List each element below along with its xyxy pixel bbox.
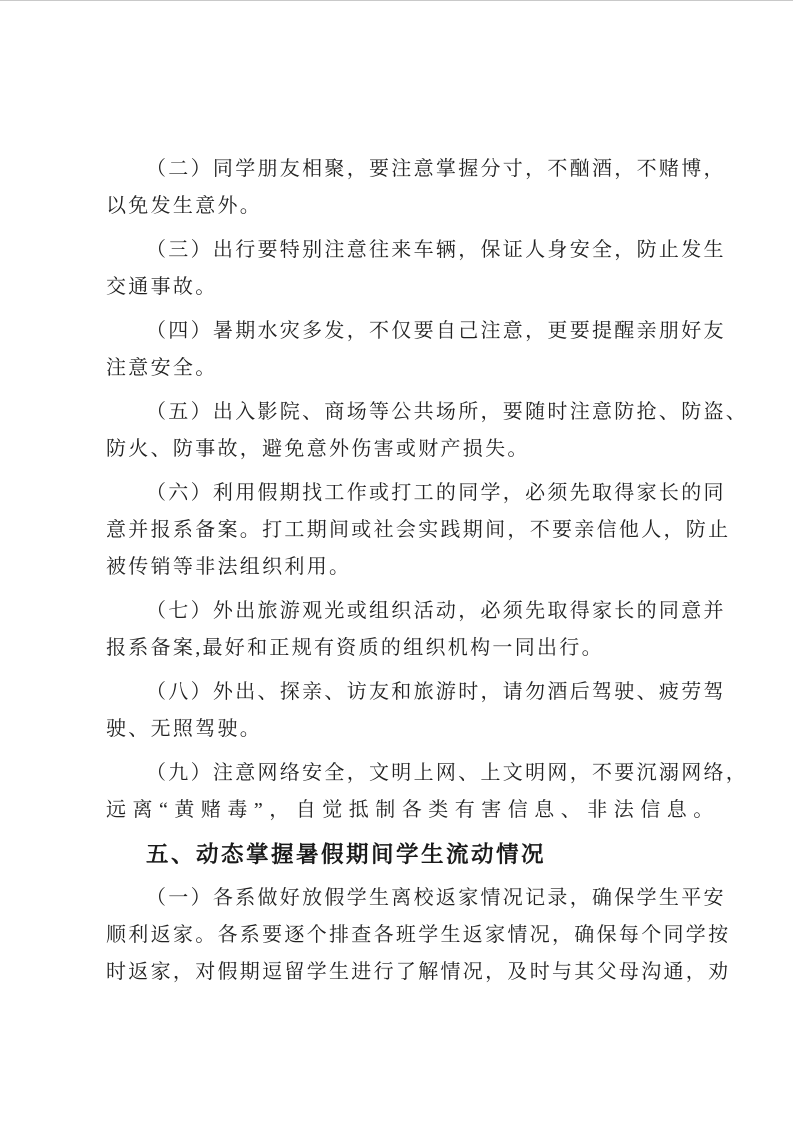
paragraph-item-2 bbox=[106, 151, 756, 225]
text-line: （四）暑期水灾多发，不仅要自己注意，更要提醒亲朋好友 bbox=[146, 320, 726, 342]
text-line: 驶、无照驾驶。 bbox=[106, 718, 263, 740]
section-heading-5 bbox=[106, 836, 756, 873]
text-line: 时返家，对假期逗留学生进行了解情况，及时与其父母沟通，劝 bbox=[106, 961, 731, 983]
text-line: 以免发生意外。 bbox=[106, 195, 263, 217]
text-line: （七）外出旅游观光或组织活动，必须先取得家长的同意并 bbox=[146, 600, 726, 622]
text-line: 意并报系备案。打工期间或社会实践期间，不要亲信他人，防止 bbox=[106, 519, 731, 541]
paragraph-item-8 bbox=[106, 674, 756, 748]
paragraph-item-9 bbox=[106, 755, 756, 829]
text-line: （六）利用假期找工作或打工的同学，必须先取得家长的同 bbox=[146, 482, 726, 504]
text-line: 远离“黄赌毒”，自觉抵制各类有害信息、非法信息。 bbox=[106, 799, 720, 821]
paragraph-item-4 bbox=[106, 313, 756, 387]
text-line: （二）同学朋友相聚，要注意掌握分寸，不酗酒，不赌博， bbox=[146, 158, 726, 180]
paragraph-item-3 bbox=[106, 232, 756, 306]
text-line: 交通事故。 bbox=[106, 276, 218, 298]
text-line: （五）出入影院、商场等公共场所，要随时注意防抢、防盗、 bbox=[146, 401, 749, 423]
text-line: 顺利返家。各系要逐个排查各班学生返家情况，确保每个同学按 bbox=[106, 924, 731, 946]
text-line: 防火、防事故，避免意外伤害或财产损失。 bbox=[106, 438, 530, 460]
paragraph-item-1 bbox=[106, 880, 756, 991]
text-line: 被传销等非法组织利用。 bbox=[106, 556, 352, 578]
paragraph-item-5 bbox=[106, 394, 756, 468]
text-line: 注意安全。 bbox=[106, 357, 218, 379]
document-text-body bbox=[106, 151, 756, 991]
text-line: （三）出行要特别注意往来车辆，保证人身安全，防止发生 bbox=[146, 239, 726, 261]
text-line: （九）注意网络安全，文明上网、上文明网，不要沉溺网络， bbox=[146, 762, 749, 784]
text-line: 报系备案,最好和正规有资质的组织机构一同出行。 bbox=[106, 637, 604, 659]
paragraph-item-7 bbox=[106, 593, 756, 667]
text-line: （八）外出、探亲、访友和旅游时，请勿酒后驾驶、疲劳驾 bbox=[146, 681, 726, 703]
paragraph-item-6 bbox=[106, 475, 756, 586]
text-line: （一）各系做好放假学生离校返家情况记录，确保学生平安 bbox=[146, 887, 726, 909]
section-heading-text: 五、动态掌握暑假期间学生流动情况 bbox=[146, 842, 547, 867]
